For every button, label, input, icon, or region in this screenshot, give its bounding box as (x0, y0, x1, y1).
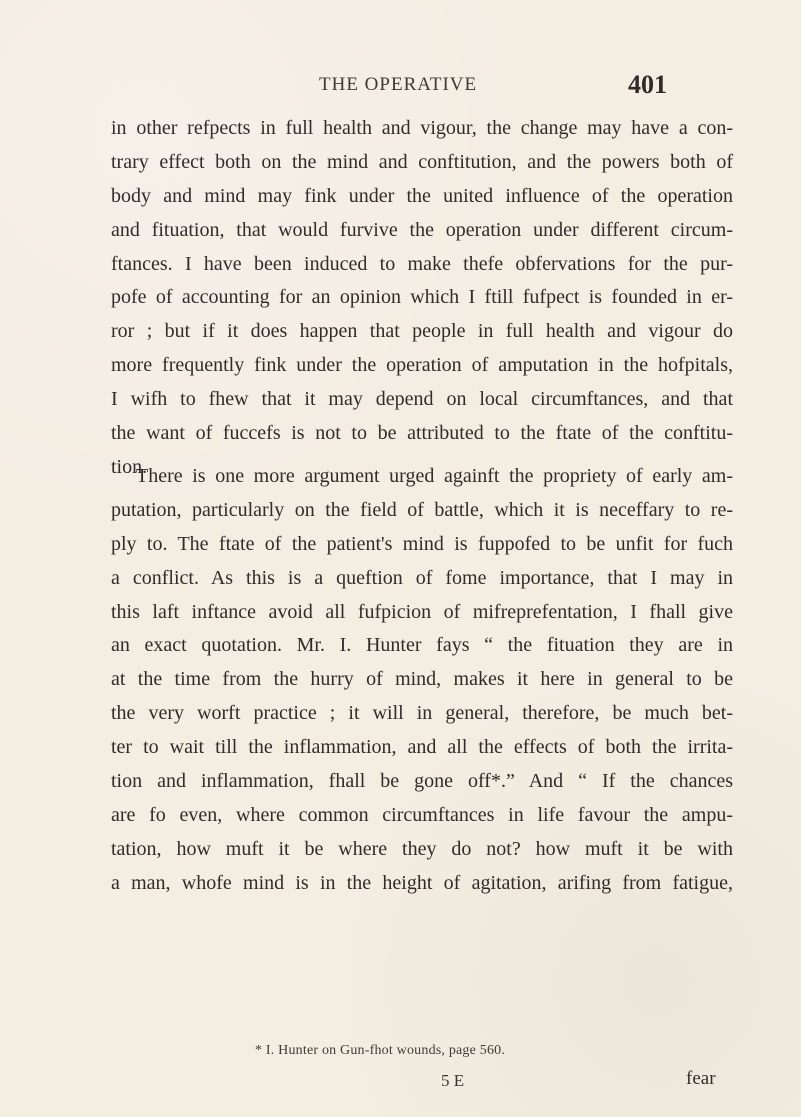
paragraph-1-line-1: in other refpects in full health and vigour, the change may have a con- (111, 117, 733, 139)
paragraph-2-line-8: the very worft practice ; it will in general, therefore, be much bet- (111, 702, 733, 725)
paragraph-2-line-1: There is one more argument urged againft the propriety of early am- (136, 465, 733, 487)
paragraph-1-line-2: trary effect both on the mind and conftitution, and the powers both of (111, 150, 733, 173)
paragraph-1-line-3: body and mind may fink under the united influence of the operation (111, 184, 733, 207)
page-header (0, 70, 801, 104)
running-head: THE OPERATIVE (319, 74, 478, 95)
paragraph-1-line-6: pofe of accounting for an opinion which I ftill fufpect is founded in er- (111, 286, 733, 309)
paragraph-1-line-10: the want of fuccefs is not to be attributed to the ftate of the conftitu- (111, 422, 733, 445)
paragraph-1-line-5: ftances. I have been induced to make thefe obfervations for the pur- (111, 252, 733, 275)
paragraph-1-line-11: tion. (111, 455, 148, 478)
paragraph-1 (111, 112, 733, 485)
paragraph-1-line-4: and fituation, that would furvive the operation under different circum- (111, 218, 733, 241)
paragraph-1-line-8: more frequently fink under the operation of amputation in the hofpitals, (111, 354, 733, 377)
paragraph-2-line-12: tation, how muft it be where they do not? how muft it be with (111, 837, 733, 860)
paragraph-2-line-3: ply to. The ftate of the patient's mind is fuppofed to be unfit for fuch (111, 532, 733, 555)
footnote: * I. Hunter on Gun-fhot wounds, page 560. (255, 1043, 506, 1058)
catchword: fear (686, 1068, 716, 1089)
paragraph-2-line-2: putation, particularly on the field of battle, which it is neceffary to re- (111, 498, 733, 521)
paragraph-2-line-5: this laft inftance avoid all fufpicion of mifreprefentation, I fhall give (111, 600, 733, 623)
paragraph-2-line-6: an exact quotation. Mr. I. Hunter fays “ the fituation they are in (111, 634, 733, 657)
paragraph-2-line-9: ter to wait till the inflammation, and all the effects of both the irrita- (111, 736, 733, 759)
paragraph-2 (111, 460, 733, 901)
paragraph-2-line-10: tion and inflammation, fhall be gone off*.” And “ If the chances (111, 770, 733, 793)
paragraph-2-line-13: a man, whofe mind is in the height of agitation, arifing from fatigue, (111, 871, 733, 894)
paragraph-2-line-4: a conflict. As this is a queftion of fome importance, that I may in (111, 566, 733, 589)
paragraph-2-line-7: at the time from the hurry of mind, makes it here in general to be (111, 668, 733, 691)
paragraph-1-line-9: I wifh to fhew that it may depend on local circumftances, and that (111, 388, 733, 411)
signature-mark: 5 E (441, 1071, 465, 1090)
paragraph-1-line-7: ror ; but if it does happen that people in full health and vigour do (111, 320, 733, 343)
page-number: 401 (628, 70, 667, 99)
paragraph-2-line-11: are fo even, where common circumftances in life favour the ampu- (111, 803, 733, 826)
